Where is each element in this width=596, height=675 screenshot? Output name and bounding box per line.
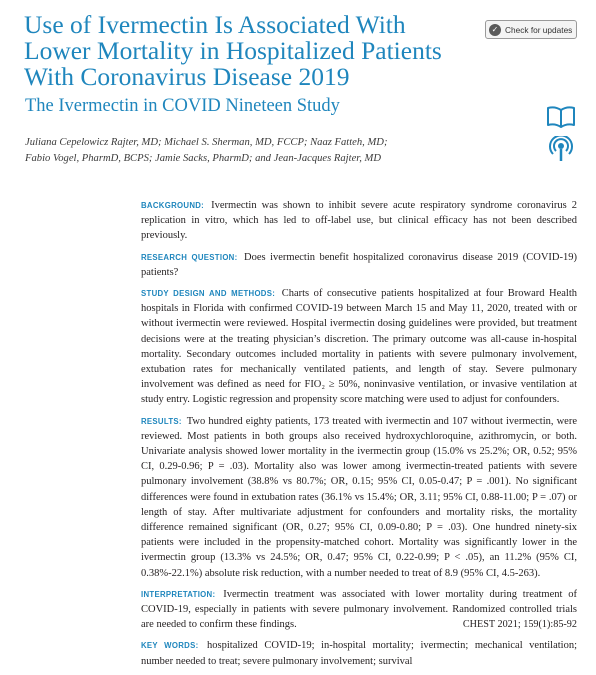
- abstract-interpretation: [141, 587, 577, 633]
- methods-text: Charts of consecutive patients hospitalized at four Broward Health hospitals in Florida with confirmed COVID-19 between March 15 and May 11, 2020, treated with or without ivermectin were reviewed. Hospital ivermectin dosing guidelines were provided, but treatment decisions were at the treating physician’s discretion. The primary outcome was all-cause in-hospital mortality. Secondary outcomes included mortality in patients with severe pulmonary involvement, extubation rates for mechanically ventilated patients, and length of stay. Severe pulmonary involvement was defined as need for FIO₂ ≥ 50%, noninvasive ventilation, or invasive ventilation at study entry. Logistic regression and propensity score matching were used to adjust for confounders.: [141, 288, 578, 406]
- research-question-text: Does ivermectin benefit hospitalized coronavirus disease 2019 (COVID-19) patients?: [141, 251, 577, 278]
- results-text: Two hundred eighty patients, 173 treated with ivermectin and 107 without ivermectin, were reviewed. Most patients in both groups also received hydroxychloroquine, azithromycin, or both. Univariate analysis showed lower mortality in the ivermectin group (15.0% vs 25.2%; OR, 0.52; 95% CI, 0.29-0.96; P = .03). Mortality also was lower among ivermectin-treated patients with severe pulmonary involvement (38.8% vs 80.7%; OR, 0.15; 95% CI, 0.05-0.47; P = .001). No significant differences were found in extubation rates (36.1% vs 15.4%; OR, 3.11; 95% CI, 0.88-11.00; P = .07) or length of stay. After multivariate adjustment for confounders and mortality risks, the mortality difference remained significant (OR, 0.27; 95% CI, 0.09-0.80; P = .03). One hundred ninety-six patients were included in the propensity-matched cohort. Mortality was significantly lower in the ivermectin group (13.3% vs 24.5%; OR, 0.47; 95% CI, 0.22-0.99; P < .05), an 11.2% (95% CI, 0.38%-22.1%) absolute risk reduction, with a number needed to treat of 8.9 (95% CI, 4.5-263).: [141, 415, 577, 579]
- podcast-icon[interactable]: [545, 136, 577, 162]
- keywords-label: KEY WORDS:: [141, 641, 199, 651]
- abstract-keywords: [141, 638, 577, 668]
- interpretation-text: Ivermectin treatment was associated with lower mortality during treatment of COVID-19, especially in patients with severe pulmonary involvement. Randomized controlled trials are needed to confirm these findings.: [141, 588, 577, 631]
- background-text: Ivermectin was shown to inhibit severe acute respiratory syndrome coronavirus 2 replication in vitro, which has led to off-label use, but clinical efficacy has not been described previously.: [141, 200, 578, 242]
- check-for-updates-label: Check for updates: [505, 24, 573, 35]
- abstract-methods: [141, 286, 577, 408]
- abstract-results: [141, 414, 577, 581]
- open-book-icon[interactable]: [545, 104, 577, 130]
- background-label: BACKGROUND:: [141, 201, 205, 210]
- abstract-research-question: [141, 250, 577, 280]
- results-label: RESULTS:: [141, 416, 182, 426]
- research-question-label: RESEARCH QUESTION:: [141, 252, 238, 262]
- methods-label: STUDY DESIGN AND METHODS:: [141, 289, 276, 299]
- check-for-updates-icon: ✓: [489, 24, 501, 36]
- author-list: [25, 135, 425, 167]
- abstract-background: [141, 198, 577, 244]
- journal-citation: CHEST 2021; 159(1):85-92: [462, 619, 577, 631]
- article-title: Use of Ivermectin Is Associated With Lower Mortality in Hospitalized Patients With Coronavirus Disease 2019: [24, 10, 442, 91]
- authors-line-1: Juliana Cepelowicz Rajter, MD; Michael S. Sherman, MD, FCCP; Naaz Fatteh, MD;: [25, 137, 388, 148]
- authors-line-2: Fabio Vogel, PharmD, BCPS; Jamie Sacks, PharmD; and Jean-Jacques Rajter, MD: [25, 153, 381, 164]
- interpretation-label: INTERPRETATION:: [141, 589, 216, 599]
- abstract: [141, 198, 577, 675]
- check-for-updates-button[interactable]: [485, 20, 577, 39]
- keywords-text: hospitalized COVID-19; in-hospital mortality; ivermectin; mechanical ventilation; number needed to treat; severe pulmonary involvement; survival: [141, 640, 577, 667]
- article-subtitle: The Ivermectin in COVID Nineteen Study: [25, 96, 340, 116]
